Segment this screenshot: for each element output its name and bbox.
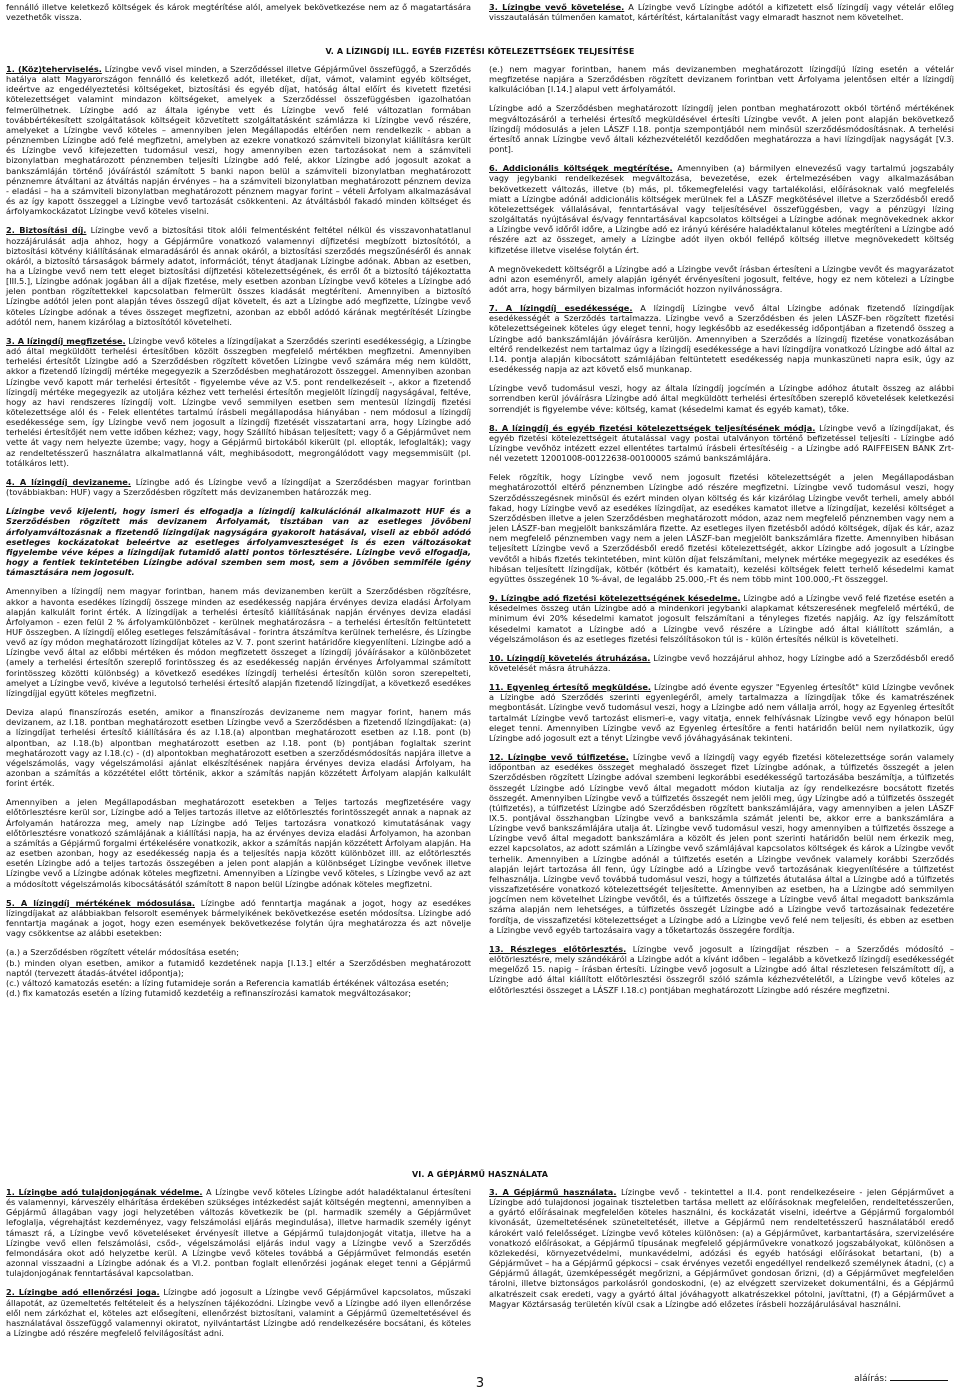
- section-v-item-title: 5. A lízingdíj mértékének módosulása.: [6, 897, 195, 908]
- section-v-item-title: 4. A lízingdíj devizaneme.: [6, 476, 131, 487]
- section-vi-heading: VI. A GÉPJÁRMŰ HASZNÁLATA: [412, 1170, 548, 1179]
- section-v-item-text: Lízingbe adó fenntartja magának a jogot, hogy az esedékes lízingdíjakat az alábbiakban felsorolt események bármelyikének bekövetkezése esetén módosítsa. Lízingbe adó fenntartja magának a jogot, hogy ezen események bekövetkezése folytán újra meghatározza és azt növelje vagy csökkentse az alábbi esetekben:: [6, 897, 471, 939]
- top-left-fragment: fennálló illetve keletkező költségek és károk megtérítése alól, amelyek bekövetkezése nem az ő magatartására vezethetők vissza.: [6, 2, 471, 23]
- section-v-item-title: 10. Lízingdíj követelés átruházása.: [489, 652, 651, 663]
- left-column-section-vi: [6, 1187, 471, 1347]
- document-page: [6, 2, 955, 1391]
- section-v-item-paragraph: [6, 225, 471, 327]
- section-v-continued-paragraph: Lízingbe adó a Szerződésben meghatározott lízingdíj jelen pontban meghatározott okból történő mértékének megváltozásáról a terhelési értesítő megküldésével értesíti Lízingbe vevőt. A jelen pont alapján bekövetkező lízingdíj módosulás a jelen LÁSZF I.18. pontja szempontjából nem minősül szerződésmódosításnak. A terhelési értesítő annak Lízingbe vevő általi kézhezvételétől kezdődően meghatározza a havi lízingdíjak nagyságát [V.3. pont].: [489, 103, 954, 155]
- section-v-item-title: 2. Biztosítási díj.: [6, 225, 87, 236]
- section-v-deviza-paragraph: Deviza alapú finanszírozás esetén, amikor a finanszírozás devizaneme nem magyar forint, hanem más devizanem, az I.18. pontban meghatározott esetben Lízingbe vevő a Szerződésben a fizetendő lízingdíjakat: (a) a lízingdíjat terhelési értesítő kiállítására és az I.18.(a) alpontban meghatározott esetben az I.18. pont (b) alpontban, az I.18.(b) alpontban meghatározott esetben az I.18. pont (b) pontjában foglaltak szerint meghatározott vagy az I.18.(c) - (d) alpontokban meghatározott esetben a szerződésmódosítás napjára illetve a végelszámolás, vagy végelszámolási ajánlat elkészítésének napjára érvényes deviza eladási Árfolyam, ha azonban a számítás a közzététel előtt történik, akkor a számítás napján közzétett Árfolyam alapján kalkulált forint érték.: [6, 707, 471, 789]
- section-v-item-text: Lízingbe vevő jogosult a lízingdíjat részben – a Szerződés módosító – előtörlesztésre, mely szándékáról a Lízingbe adót a kívánt időben – legalább a következő lízingdíj esedékességét megelőző 15. napig – írásban értesíti. Lízingbe vevő jogosult a Lízingbe adó által részletesen felszámított díj, a Lízingbe adó által kiállított előtörlesztési összegről szóló számla kézhezvételétől, a Lízingbe vevő köteles az előtörlesztési összeget a LÁSZF I.18.c) pontjában meghatározott Lízingbe adó részére megfizetni.: [489, 943, 954, 995]
- section-v-item-paragraph: [489, 163, 954, 254]
- section-v-item-text: Lízingbe vevő tudomásul veszi, hogy az általa lízingdíj jogcímén a Lízingbe adóhoz átutalt összeg az alábbi sorrendben kerül jóváírásra Lízingbe adó által megküldött terhelési értesítőben szereplő követelések keletkezési sorrendjét is figyelembe véve: költség, kamat (késedelmi kamat és egyéb kamat), tőke.: [489, 383, 954, 414]
- right-column-section-vi: [489, 1187, 954, 1318]
- section-v-item-text: Lízingbe vevő a biztosítási titok alóli felmentésként feltétel nélkül és visszavonhatatlanul hozzájárulását adja ahhoz, hogy a Gépjárműre vonatkozó valamennyi díjfizetési megbízott biztosítótól, a biztosítási kötvény kiállításának elmaradásáról és annak okáról, a biztosítási szerződés megszűnéséről és annak okáról, a biztosító társaságok bármely adatot, információt, tényt átadjanak Lízingbe adónak. Abban az esetben, ha a Lízingbe vevő nem tett eleget biztosítási díjfizetési kötelezettségének, és erről őt a biztosító tájékoztatta [III.5.], Lízingbe adónak jogában áll a díjak fizetése, mely esetben azonban Lízingbe vevő köteles a Lízingbe adó jelen pontban rögzítettekkel kapcsolatban felmerült összes kiadását megtéríteni. Amennyiben a biztosító Lízingbe adótól jelen pont alapján téves összegű díjat követelt, és azt a Lízingbe adó megfizette, Lízingbe vevő köteles Lízingbe adónak a téves összeget megfizetni, azonban az ebből adódó kárának megtérítését Lízingbe adótól nem, hanem kizárólag a biztosítótól követelheti.: [6, 225, 471, 327]
- modification-case-item: (c.) változó kamatozás esetén: a lízing futamideje során a Referencia kamatláb értékének változása esetén;: [6, 977, 449, 988]
- section-v-item-text: Amennyiben (a) bármilyen elnevezésű vagy tartalmú jogszabály vagy jegybanki rendelkezések megváltozása, bevezetése, ezek értelmezésében vagy alkalmazásában bekövetkezett változás, illetve (b) más, pl. tőkemegfelelési vagy tartalékolási, előírásoknak való megfelelés miatt a Lízingbe adónál addicionális költségek merülnek fel a LÁSZF megkötésével illetve a Szerződésből eredő kötelezettségek vállalásával, fenntartásával vagy teljesítésével összefüggésben, vagy a pénzügyi lízing szolgáltatás nyújtásával és/vagy fenntartásával kapcsolatos költségei a Lízingbe adónak megnövekednek akkor a Lízingbe vevő időről időre, a Lízingbe adó ez irányú kérésére haladéktalanul köteles megtéríteni a Lízingbe adó részére azt az összeget, amely a Lízingbe adót ilyen okból fellépő költség illetve megnövekedett költség kifizetése illetve viselése folytán ért.: [489, 163, 954, 255]
- signature-label: aláírás:: [854, 1374, 888, 1384]
- section-vi-item-paragraph: [489, 1187, 954, 1309]
- section-v-item-paragraph: [489, 303, 954, 374]
- section-v-item-paragraph: [489, 682, 954, 743]
- section-v-item-title: 13. Részleges előtörlesztés.: [489, 943, 627, 954]
- section-v-item-text: A lízingdíj Lízingbe vevő által Lízingbe adónak fizetendő lízingdíjak esedékességét a Szerződés tartalmazza. Lízingbe vevő a Szerződésben és jelen LÁSZF-ben rögzített fizetési kötelezettségeinek köteles úgy eleget tenni, hogy legkésőbb az esedékesség időpontjában a fizetendő összeg a Lízingbe adó bankszámláján jóváírásra kerüljön. Amennyiben a Szerződés a lízingdíj fizetése vonatkozásában eltérő rendelkezést nem tartalmaz úgy a lízingdíj esedékessége a havi lízingdíjra vonatkozó Lízingbe adó által az I.14. pontja alapján kibocsátott számlájában feltüntetett esedékesség napja munkaszüneti napra esik, úgy az esedékesség napja az azt követő első munkanap.: [489, 303, 954, 375]
- section-vi-item-text: Lízingbe adó jogosult a Lízingbe vevő Gépjárművel kapcsolatos, műszaki állapotát, az üzemeltetés feltételeit és a helyszínen tájékozódni. Lízingbe vevő a Lízingbe adó ilyen ellenőrzése elől nem zárkózhat el, köteles azt elősegíteni, ellenőrzést biztosítani, valamint a Gépjármű üzemeltetésével és használatával összefüggő valamennyi okiratot, nyilvántartást Lízingbe adó rendelkezésére bocsátani, és köteles a Lízingbe adó részére megfelelő felvilágosítást adni.: [6, 1287, 471, 1339]
- section-vi-item-title: 1. Lízingbe adó tulajdonjogának védelme.: [6, 1187, 203, 1197]
- top-right-paragraph: [489, 2, 954, 22]
- signature-line: [890, 1380, 948, 1381]
- section-v-item-title: 12. Lízingbe vevő túlfizetése.: [489, 752, 629, 763]
- section-v-item-text: Lízingbe vevő a lízingdíj vagy egyéb fizetési kötelezettsége során valamely időpontban az esedékes összeget meghaladó összeget fizet Lízingbe adónak, a túlfizetés összegét a jelen Szerződésben rögzített Lízingbe adóval szembeni legkorábbi esedékességű tartozásába beszámítja, a túlfizetés összegét Lízingbe adó Lízingbe vevő által megadott módon kiutalja az így rendelkezésre bocsátott fizetés összegét. Amennyiben Lízingbe vevő a túlfizetés összegét nem jelöli meg, úgy Lízingbe adó a túlfizetés összegét (túlfizetés), a túlfizetést Lízingbe adó Szerződésben rögzített bankszámlájára, vagy amennyiben a jelen LÁSZF IX.5. pontjával összhangban Lízingbe vevő a bankszámla számát jelenti be, akkor erre a bankszámlára a Lízingbe vevő bankszámlájára utalja át. Lízingbe vevő tudomásul veszi, hogy amennyiben a túlfizetés összege a Lízingbe vevő által megadott bankszámlára a közölt és jelen pont szerinti határidőn belül nem érkezik meg, ezzel kapcsolatos, az adott számlán a Lízingbe vevő számlájával kapcsolatos költségek és károk a Lízingbe vevőt terhelik. Amennyiben a Lízingbe adónál a túlfizetés esetén a Lízingbe vevőnek valamely korábbi Szerződés alapján lejárt tartozása áll fenn, úgy Lízingbe adó a Lízingbe vevő tartozásának kiegyenlítésére a túlfizetést felhasználja. Lízingbe vevő továbbá tudomásul veszi, hogy a túlfizetés átutalása által a Lízingbe adó a túlfizetés visszafizetésére vonatkozó kötelezettségét teljesítette. Amennyiben az esetben, ha a Lízingbe adó semmilyen jogcímen nem követelhet Lízingbe vevőtől, és a túlfizetés összege a Lízingbe vevő által megadott bankszámla száma alapján nem lehetséges, a túlfizetés összegét Lízingbe adó a Lízingbe vevő tartozásainak fedezetére fordítja, de visszafizetési kötelezettséget a Lízingbe adó a Lízingbe vevő felé nem teljesíti, és ebben az esetben a Lízingbe vevő egyéb tartozásaira vagy a tőketartozás összegére fordítja.: [489, 752, 955, 935]
- section-v-item-paragraph: [6, 898, 471, 939]
- section-v-item-title: 1. (Köz)teherviselés.: [6, 64, 102, 74]
- section-v-item-title: 3. A lízingdíj megfizetése.: [6, 335, 126, 346]
- section-vi-item-paragraph: [6, 1187, 471, 1278]
- section-v-item-text: Lízingbe adó a Lízingbe vevő felé fizetése esetén a késedelmes összeg után Lízingbe adó a mindenkori jegybanki alapkamat kétszeresének megfelelő mértékű, de minimum évi 20% késedelmi kamatot jogosult felszámítani a tényleges fizetés napjáig. Az így felszámított késedelmi kamatot a Lízingbe adó a Lízingbe vevő részére a Lízingbe adó által kiállított számlán, a végelszámoláson és az esetleges fizetési felszólításokon túl is - külön értesítés nélkül is követelheti.: [489, 593, 954, 644]
- section-v-item-title: 6. Addicionális költségek megtérítése.: [489, 163, 673, 174]
- section-v-item-title: 7. A lízingdíj esedékessége.: [489, 303, 633, 314]
- section-v-item-paragraph: [6, 336, 471, 468]
- modification-case-item: (d.) fix kamatozás esetén a lízing futamidő kezdetéig a refinanszírozási kamatok megváltozásakor;: [6, 987, 412, 998]
- section-v-item-paragraph: [489, 383, 954, 413]
- top-right-title: 3. Lízingbe vevő követelése.: [489, 2, 625, 12]
- section-v-item-paragraph: [489, 593, 954, 644]
- section-v-item-text: Felek rögzítik, hogy Lízingbe vevő nem jogosult fizetési kötelezettségét a jelen Megállapodásban meghatározottól eltérő pénznemben Lízingbe adó részére megfizetni. Lízingbe vevő tudomásul veszi, hogy Szerződésszegésnek minősül és ezért minden olyan költség és kár kizárólag Lízingbe vevőt terheli, amely abból fakad, hogy Lízingbe vevő az esedékes lízingdíjat, az esedékes kamatot illetve a lízingdíjat, kezelési költséget a Szerződésben illetve a jelen Szerződésben meghatározott módon, azaz nem megfelelő pénznemben vagy nem a jelen LÁSZF-ban megjelölt bankszámlára fizette. Az esetleges ilyen fizetésből adódó költségek, díjak és kár, azaz nem megfelelő pénznemben vagy nem a jelen LÁSZF-ban megjelölt bankszámlára fizette. Amennyiben hibásan teljesített Lízingbe vevő a Szerződésből eredő fizetési kötelezettségét, akkor Lízingbe adó jogosult a Lízingbe vevőtől a hibás fizetés tekintetében, mint külön díjat felszámítani, melynek mértéke megegyezik az esedékes és hibásan teljesített lízingdíjak, kötbér (kötbért és kamatait), kezelési költségek felett terhelő késedelmi kamat együttes összegének 10 %-ával, de legalább 25.000,-Ft és nem több mint 100.000,-Ft összeggel.: [489, 472, 954, 584]
- section-v-item-paragraph: [489, 653, 954, 673]
- section-v-item-text: Lízingbe vevő visel minden, a Szerződéssel illetve Gépjárművel összefüggő, a Szerződés hatálya alatt Magyarországon fennálló és keletkező adót, illetéket, díjat, vámot, valamint egyéb költséget, ideértve az engedélyeztetési költségeket, biztosítási és egyéb díjat, hatóság által előírt és kivetett fizetési kötelezettséget valamint mindazon költségeket, amelyek a Szerződéssel összefüggésben igazolhatóan felmerülhetnek. Lízingbe adó az általa igénybe vett és Lízingbe vevő felé változatlan formában továbbértékesített szolgáltatások költségeit közvetített szolgáltatásként számlázza ki Lízingbe vevő részére, amelyeket a Lízingbe vevő köteles – amennyiben jelen Megállapodás eltérően nem rendelkezik - abban a pénznemben Lízingbe adó felé megfizetni, amelyben az ezekre vonatkozó számviteli bizonylat kiállításra került és Lízingbe vevő kifejezetten tudomásul veszi, hogy amennyiben ezen tartozásokat nem a számviteli bizonylatban meghatározott pénznemben teljesíti Lízingbe adó felé, akkor Lízingbe adó jogosult azokat a bankszámláján történő jóváírástól számított 5 banki napon belül a számviteli bizonylatban meghatározott pénznemre átváltani az átváltás napján érvényes – ha a számviteli bizonylatban meghatározott pénznem deviza - eladási – ha a számviteli bizonylatban meghatározott pénznem magyar forint – vételi Árfolyam alkalmazásával és az így kapott összeggel a Lízingbe vevő tartozását csökkenteni. Az átváltásból fakadó minden költséget és árfolyamkockázatot Lízingbe vevő köteles viselni.: [6, 64, 471, 217]
- left-column-section-v: [6, 64, 471, 998]
- section-v-item-text: A megnövekedett költségről a Lízingbe adó a Lízingbe vevőt írásban értesíteni a Lízingbe vevőt és magyarázatot adni azon eseményről, amely alapján igényét érvényesíteni jogosult, feltéve, hogy ez nem kötelezi a Lízingbe adót arra, hogy bármilyen bizalmas információt hozzon nyilvánosságra.: [489, 263, 954, 294]
- section-vi-item-paragraph: [6, 1287, 471, 1338]
- section-v-item-paragraph: [6, 64, 471, 216]
- section-v-item-text: Lízingbe vevő köteles a lízingdíjakat a Szerződés szerinti esedékességig, a Lízingbe adó által megküldött terhelési értesítőben közölt összegben megfelelő mértékben megfizetni. Amennyiben terhelési értesítőt Lízingbe adó a Szerződésben rögzített követően Lízingbe vevő számára még nem küldött, akkor a fizetendő lízingdíj mértéke megegyezik a Szerződésben meghatározott összeggel. Amennyiben azonban Lízingbe vevő kapott már terhelési értesítőt - figyelembe véve az V.5. pont rendelkezéseit -, akkor a fizetendő lízingdíj mértéke megegyezik az utoljára kézhez vett terhelési értesítőn megjelölt lízingdíj nagyságával, feltéve, hogy az havi rendszeres lízingdíj volt. Lízingbe vevő semmilyen esetben sem mentesül lízingdíj fizetési kötelezettsége alól és - Felek ellentétes tartalmú írásbeli megállapodása hiányában - nem módosul a lízingdíj esedékessége sem, így Lízingbe vevő nem jogosult a lízingdíj fizetését visszatartani arra, hogy Lízingbe adó terhelési értesítőjét nem vette időben kézhez; vagy, hogy Szállító hibásan teljesített; vagy ő a Gépjárművet nem vette át vagy nem helyezte üzembe; vagy, hogy a Gépjármű birtokából kikerült (pl. ellopták, lefoglalták); vagy az rendeltetésszerű használatra alkalmatlanná vált, meghibásodott, megrongálódott vagy megsemmisült (pl. totálkáros lett).: [6, 335, 471, 468]
- section-vi-item-title: 3. A Gépjármű használata.: [489, 1187, 617, 1197]
- section-v-item-title: 8. A lízingdíj és egyéb fizetési kötelezettségek teljesítésének módja.: [489, 422, 816, 433]
- section-v-item-text: Lízingbe vevő hozzájárul ahhoz, hogy Lízingbe adó a Szerződésből eredő követelését másra átruházza.: [489, 652, 954, 673]
- section-vi-item-text: Lízingbe vevő - tekintettel a II.4. pont rendelkezéseire - jelen Gépjárművet a Lízingbe adó tulajdonosi jogainak tiszteletben tartása mellett az előírásoknak megfelelően, rendeltetésszerűen, a gyártó előírásainak megfelelően köteles használni, és kockázatát viselni, ideértve a Gépjármű forgalomból kivonását, üzemeltetésének szüneteltetését, illetve a Gépjármű nem rendeltetésszerű használatából eredő károkért való felelősséget. Lízingbe vevő köteles különösen: (a) a Gépjárművet, karbantartására, szervizelésére vonatkozó előírásokat, a Gépjármű típusának megfelelő gépjárművekre vonatkozó jogszabályokat, különösen a közlekedési, környezetvédelmi, munkavédelmi, adózási és egyéb hatósági előírásokat betartani, (b) a Gépjárművet – ha a Gépjármű gépkocsi – csak érvényes vezetői engedéllyel rendelkező személynek átadni, (c) a Gépjármű állagát, üzemképességét megőrizni, a Gépjárművet gondosan őrizni, (d) a Gépjárművet megfelelően tárolni, illetve biztonságos parkolásról gondoskodni, (e) az elvégzett szervizeket dokumentálni, és a Gépjármű alkatrészeit csak eredeti, vagy a gyártó által jóváhagyott alkatrészekkel pótolni, javíttatni, (f) a Gépjárművet a Magyar Köztársaság területén kívül csak a Lízingbe adó előzetes írásbeli hozzájárulásával használni.: [489, 1187, 954, 1309]
- section-v-item-title: 9. Lízingbe adó fizetési kötelezettségének késedelme.: [489, 593, 741, 604]
- section-v-item-paragraph: [489, 472, 954, 584]
- section-v-continued-paragraph: (e.) nem magyar forintban, hanem más devizanemben meghatározott lízingdíjú lízing esetén a vételár megfizetése napjára a Szerződésben rögzített devizanem forintban vett Árfolyama jelentősen eltér a lízingdíj kalkulációban [I.14.] alapul vett árfolyamától.: [489, 64, 954, 95]
- section-v-item-paragraph: [489, 752, 954, 935]
- right-column-section-v: [489, 64, 954, 1004]
- section-v-heading: V. A LÍZINGDÍJ ILL. EGYÉB FIZETÉSI KÖTELEZETTSÉGEK TELJESÍTÉSE: [325, 47, 635, 56]
- section-v-item-title: 11. Egyenleg értesítő megküldése.: [489, 682, 652, 693]
- left-column-top: [6, 2, 471, 31]
- section-vi-item-text: A Lízingbe vevő köteles Lízingbe adót haladéktalanul értesíteni és valamennyi, kárveszély elhárítása érdekében szükséges intézkedést saját költségén megtenni, amennyiben a Gépjármű állagában vagy jogi helyzetében változás következik be (pl. harmadik személy a Gépjárművet lefoglalja, végrehajtást kezdeményez, vagy felszámolási eljárás megindulása), illetve harmadik személy igényt támaszt rá, a Lízingbe vevő követeléseket érvényesít illetve a Gépjármű tulajdonjogát vitatja, illetve ha a Lízingbe vevő ellen felszámolási, csőd-, végelszámolási eljárás indul vagy a Lízingbe vevő a Szerződés felmondására okot adó helyzetbe kerül. A Lízingbe vevő köteles továbbá a Gépjárművet felmondás esetén azonnal visszaadni a Lízingbe adónak és a VI.2. pontban foglalt ellenőrzési jogának eleget tenni a Gépjármű tulajdonjogának fenntartásával kapcsolatban.: [6, 1187, 471, 1279]
- modification-case-item: (a.) a Szerződésben rögzített vételár módosítása esetén;: [6, 947, 239, 958]
- section-v-item-paragraph: [489, 944, 954, 995]
- section-vi-item-title: 2. Lízingbe adó ellenőrzési joga.: [6, 1287, 160, 1298]
- right-column-top: [489, 2, 954, 31]
- section-v-item-text: Lízingbe adó és Lízingbe vevő a lízingdíjat a Szerződésben magyar forintban (továbbiakban: HUF) vagy a Szerződésben rögzített más devizanemben határozzák meg.: [6, 476, 471, 498]
- currency-risk-statement: Lízingbe vevő kijelenti, hogy ismeri és elfogadja a lízingdíj kalkulációnál alkalmazott HUF és a Szerződésben rögzített más devizanem Árfolyamát, tisztában van az esetleges jövőbeni árfolyamváltozásnak a fizetendő lízingdíjak nagyságára gyakorolt hatásával, viseli az ebből adódó esetleges kockázatokat beleértve az esetleges árfolyamveszteséget is és ezen változásokat figyelembe véve képes a lízingdíjak futamidő alatti pontos törlesztésére. Lízingbe vevő elfogadja, hogy a fentiek tekintetében Lízingbe adóval szemben sem most, sem a jövőben semmiféle igény támasztására nem jogosult.: [6, 506, 471, 578]
- page-number: 3: [475, 1376, 485, 1391]
- section-v-deviza-paragraph: Amennyiben a lízingdíj nem magyar forintban, hanem más devizanemben került a Szerződésben rögzítésre, akkor a havonta esedékes lízingdíj összege minden az esedékesség napjára érvényes deviza eladási Árfolyam alapján kalkulált forint érték. A lízingdíjak a terhelési értesítő kiállításának napján érvényes deviza eladási Árfolyamon - ezen felül 2 % árfolyamkülönbözet - kerülnek meghatározásra – a terhelési értesítőn feltüntetett HUF összegben. A lízingdíj előleg esetleges felszámításával - forintra átszámítva kerülnek terhelésre, és Lízingbe vevő az így módon meghatározott lízingdíjat köteles az V. 7. pont szerint határidőre kiegyenlíteni. Lízingbe adó a Lízingbe vevő által az előbbi mértéken és módon megfizetett összeget a lízingdíj jóváírásakor a különbözetet (amely a terhelési értesítőn szereplő forintösszeg és az esedékesség napján érvényes Árfolyammal számított forintösszeg közötti különbség) a következő esedékes lízingdíj terhelési értesítőn külön soron szerepelteti, amelyet a Lízingbe vevő, kivéve a legutolsó terhelési értesítő alapján fizetendő lízingdíjat, a következő esedékes lízingdíjjal együtt köteles megfizetni.: [6, 586, 471, 698]
- section-v-item-paragraph: [489, 264, 954, 294]
- section-v-item-text: Lízingbe vevő a lízingdíjakat, és egyéb fizetési kötelezettségeit átutalással vagy postai utalványon történő befizetéssel teljesíti - Lízingbe adó Lízingbe vevőhöz intézett ezzel ellentétes tartalmú írásbeli értesítéséig - a Lízingbe adó RAIFFEISEN BANK Zrt-nél vezetett 12001008-00122638-00100005 számú bankszámlájára.: [489, 422, 954, 464]
- modification-case-item: (b.) minden olyan esetben, amikor a futamidő kezdetének napja [I.13.] eltér a Szerződésben meghatározott naptól (tervezett átadás-átvétel időpontja);: [6, 957, 471, 978]
- signature-field: [854, 1374, 948, 1384]
- section-v-item-paragraph: [6, 477, 471, 497]
- top-right-text: A Lízingbe vevő Lízingbe adótól a kifizetett első lízingdíj vagy vételár előleg visszautalásán túlmenően kamatot, kártérítést, kártalanítást vagy elmaradt hasznot nem követelhet.: [489, 2, 955, 23]
- section-v-item-paragraph: [489, 423, 954, 464]
- section-v-deviza-paragraph: Amennyiben a jelen Megállapodásban meghatározott esetekben a Teljes tartozás megfizetésére vagy előtörlesztésre kerül sor, Lízingbe adó a Teljes tartozás illetve az előtörlesztés forintösszegét annak a napnak az Árfolyamán határozza meg, amely nap Lízingbe adó Teljes tartozásra vonatkozó kimutatásának vagy előtörlesztésre vonatkozó számlájának a kiállítási napja, ha az érvényes deviza eladási Árfolyamon, ha azonban a számítás a Gépjármű forgalmi értékelésére vonatkozik, akkor a számítás napján közzétett Árfolyam alapján. Ha az esetben azonban, hogy az esedékesség napja és a teljesítés napja között különbözet illl. az előtörlesztés esetén Lízingbe adó a teljes tartozás összegében a jelen pont alapján a különbséget Lízingbe vevőnek illetve Lízingbe vevő a Lízingbe adónak köteles megfizetni. Amennyiben a Lízingbe vevő köteles, s Lízingbe vevő az azt a módosított végelszámolás kibocsátásától számított 8 napon belül Lízingbe adónak köteles megfizetni.: [6, 797, 471, 889]
- section-v-item-text: Lízingbe adó évente egyszer "Egyenleg értesítőt" küld Lízingbe vevőnek a Lízingbe adó Szerződés szerinti egyenlegéről, amely tartalmazza a lízingdíjak tőke és kamatrészének megbontását. Lízingbe vevő tudomásul veszi, hogy a Lízingbe adó nem vállalja arról, hogy az Egyenleg értesítőt tartalmát Lízingbe vevő tartozást elismeri-e, vagy vitatja, ennek felhívásnak Lízingbe vevő egy hónapon belül eleget tenni. Amennyiben Lízingbe vevő az Egyenleg értesítőre a fenti határidőn belül nem nyilatkozik, úgy Lízingbe adó jogosult ezt a tényt Lízingbe vevő jóváhagyásának tekinteni.: [489, 682, 954, 743]
